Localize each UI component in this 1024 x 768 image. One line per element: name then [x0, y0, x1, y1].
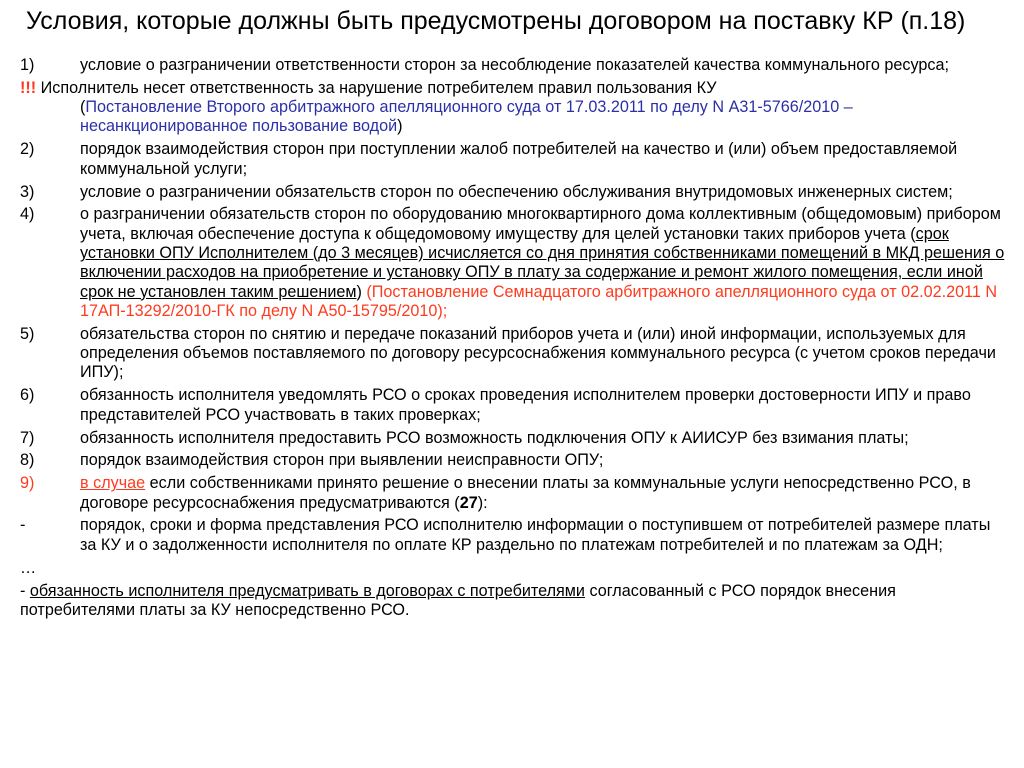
- ref-open-paren: (: [80, 98, 86, 117]
- page-title: Условия, которые должны быть предусмотрены договором на поставку КР (п.18): [26, 7, 966, 35]
- list-item-3: [20, 183, 1010, 202]
- warning-marks: !!!: [20, 78, 37, 97]
- item-text: порядок взаимодействия сторон при выявлении неисправности ОПУ;: [80, 451, 604, 470]
- item-number: 4): [20, 205, 35, 224]
- item-number: 9): [20, 474, 35, 493]
- item-text: условие о разграничении ответственности сторон за несоблюдение показателей качества коммунального ресурса;: [80, 56, 949, 74]
- dash-item-2: [20, 582, 1010, 621]
- ellipsis: …: [20, 558, 37, 577]
- list-item-8: [20, 451, 1010, 470]
- conditions-list: [20, 56, 1010, 624]
- item-text: условие о разграничении обязательств сторон по обеспечению обслуживания внутридомовых инженерных систем;: [80, 182, 953, 201]
- item-text: обязательства сторон по снятию и передаче показаний приборов учета и (или) иной информации, используемых для определения объемов поставляемого по договору ресурсоснабжения коммунального ресурса (с учетом сроков передачи ИПУ);: [80, 324, 996, 382]
- ref-close-paren: ): [397, 117, 403, 136]
- court-ruling-reference: (Постановление Семнадцатого арбитражного апелляционного суда от 02.02.2011 N 17АП-13292/2010-ГК по делу N А50-15795/2010);: [80, 282, 998, 320]
- item-text: обязанность исполнителя уведомлять РСО о сроках проведения исполнителем проверки достоверности ИПУ и право представителей РСО участвовать в таких проверках;: [80, 386, 971, 424]
- item-text-cont: ): [356, 282, 367, 301]
- item-number: 7): [20, 428, 35, 447]
- item-number: 5): [20, 324, 35, 343]
- list-item-4: [20, 205, 1010, 321]
- hyperlink-v-sluchae[interactable]: в случае: [80, 474, 146, 493]
- item-number: 2): [20, 140, 35, 159]
- list-item-5: [20, 325, 1010, 383]
- underlined-term: обязанность исполнителя предусматривать в договорах с потребителями: [29, 581, 585, 600]
- item-text: согласованный с РСО порядок внесения потребителями платы за КУ непосредственно РСО.: [20, 581, 896, 619]
- ellipsis-row: [20, 559, 1010, 578]
- dash-item-1: [20, 516, 1010, 555]
- item-text-end: ):: [477, 493, 488, 512]
- warning-text: Исполнитель несет ответственность за нарушение потребителем правил пользования КУ: [36, 78, 717, 97]
- dash-marker: -: [20, 581, 30, 600]
- item-number: 1): [20, 56, 35, 74]
- bold-number: 27: [459, 493, 478, 512]
- list-item-1: [20, 56, 1010, 75]
- item-text: порядок, сроки и форма представления РСО исполнителю информации о поступившем от потребителей размере платы за КУ и о задолженности исполнителя по оплате КР раздельно по платежам потребителей и по платежам за ОДН;: [80, 516, 991, 554]
- court-ruling-reference: Постановление Второго арбитражного апелляционного суда от 17.03.2011 по делу N А31-5766/2010 – несанкционированное пользование водой: [80, 98, 853, 136]
- dash-marker: -: [20, 516, 26, 535]
- list-item-7: [20, 429, 1010, 448]
- list-item-6: [20, 386, 1010, 425]
- item-text: если собственниками принято решение о внесении платы за коммунальные услуги непосредственно РСО, в договоре ресурсоснабжения предусматриваются (: [80, 474, 971, 512]
- item-number: 6): [20, 386, 35, 405]
- item-text: о разграничении обязательств сторон по оборудованию многоквартирного дома коллективным (общедомовым) прибором учета, включая обеспечение доступа к общедомовому имуществу для целей установки таких приборов учета (: [80, 205, 1001, 243]
- item-text: обязанность исполнителя предоставить РСО возможность подключения ОПУ к АИИСУР без взимания платы;: [80, 428, 909, 447]
- item-text: порядок взаимодействия сторон при поступлении жалоб потребителей на качество и (или) объем предоставляемой коммунальной услуги;: [80, 140, 958, 178]
- underlined-term: срок установки ОПУ Исполнителем (до 3 месяцев) исчисляется со дня принятия собственниками помещений в МКД решения о включении расходов на приобретение и установку ОПУ в плату за содержание и ремонт жилого помещения, если иной срок не установлен таким решением: [80, 224, 1005, 301]
- item-number: 3): [20, 182, 35, 201]
- list-item-2: [20, 140, 1010, 179]
- warning-note: [20, 79, 1010, 137]
- list-item-9: [20, 474, 1010, 513]
- item-number: 8): [20, 451, 35, 470]
